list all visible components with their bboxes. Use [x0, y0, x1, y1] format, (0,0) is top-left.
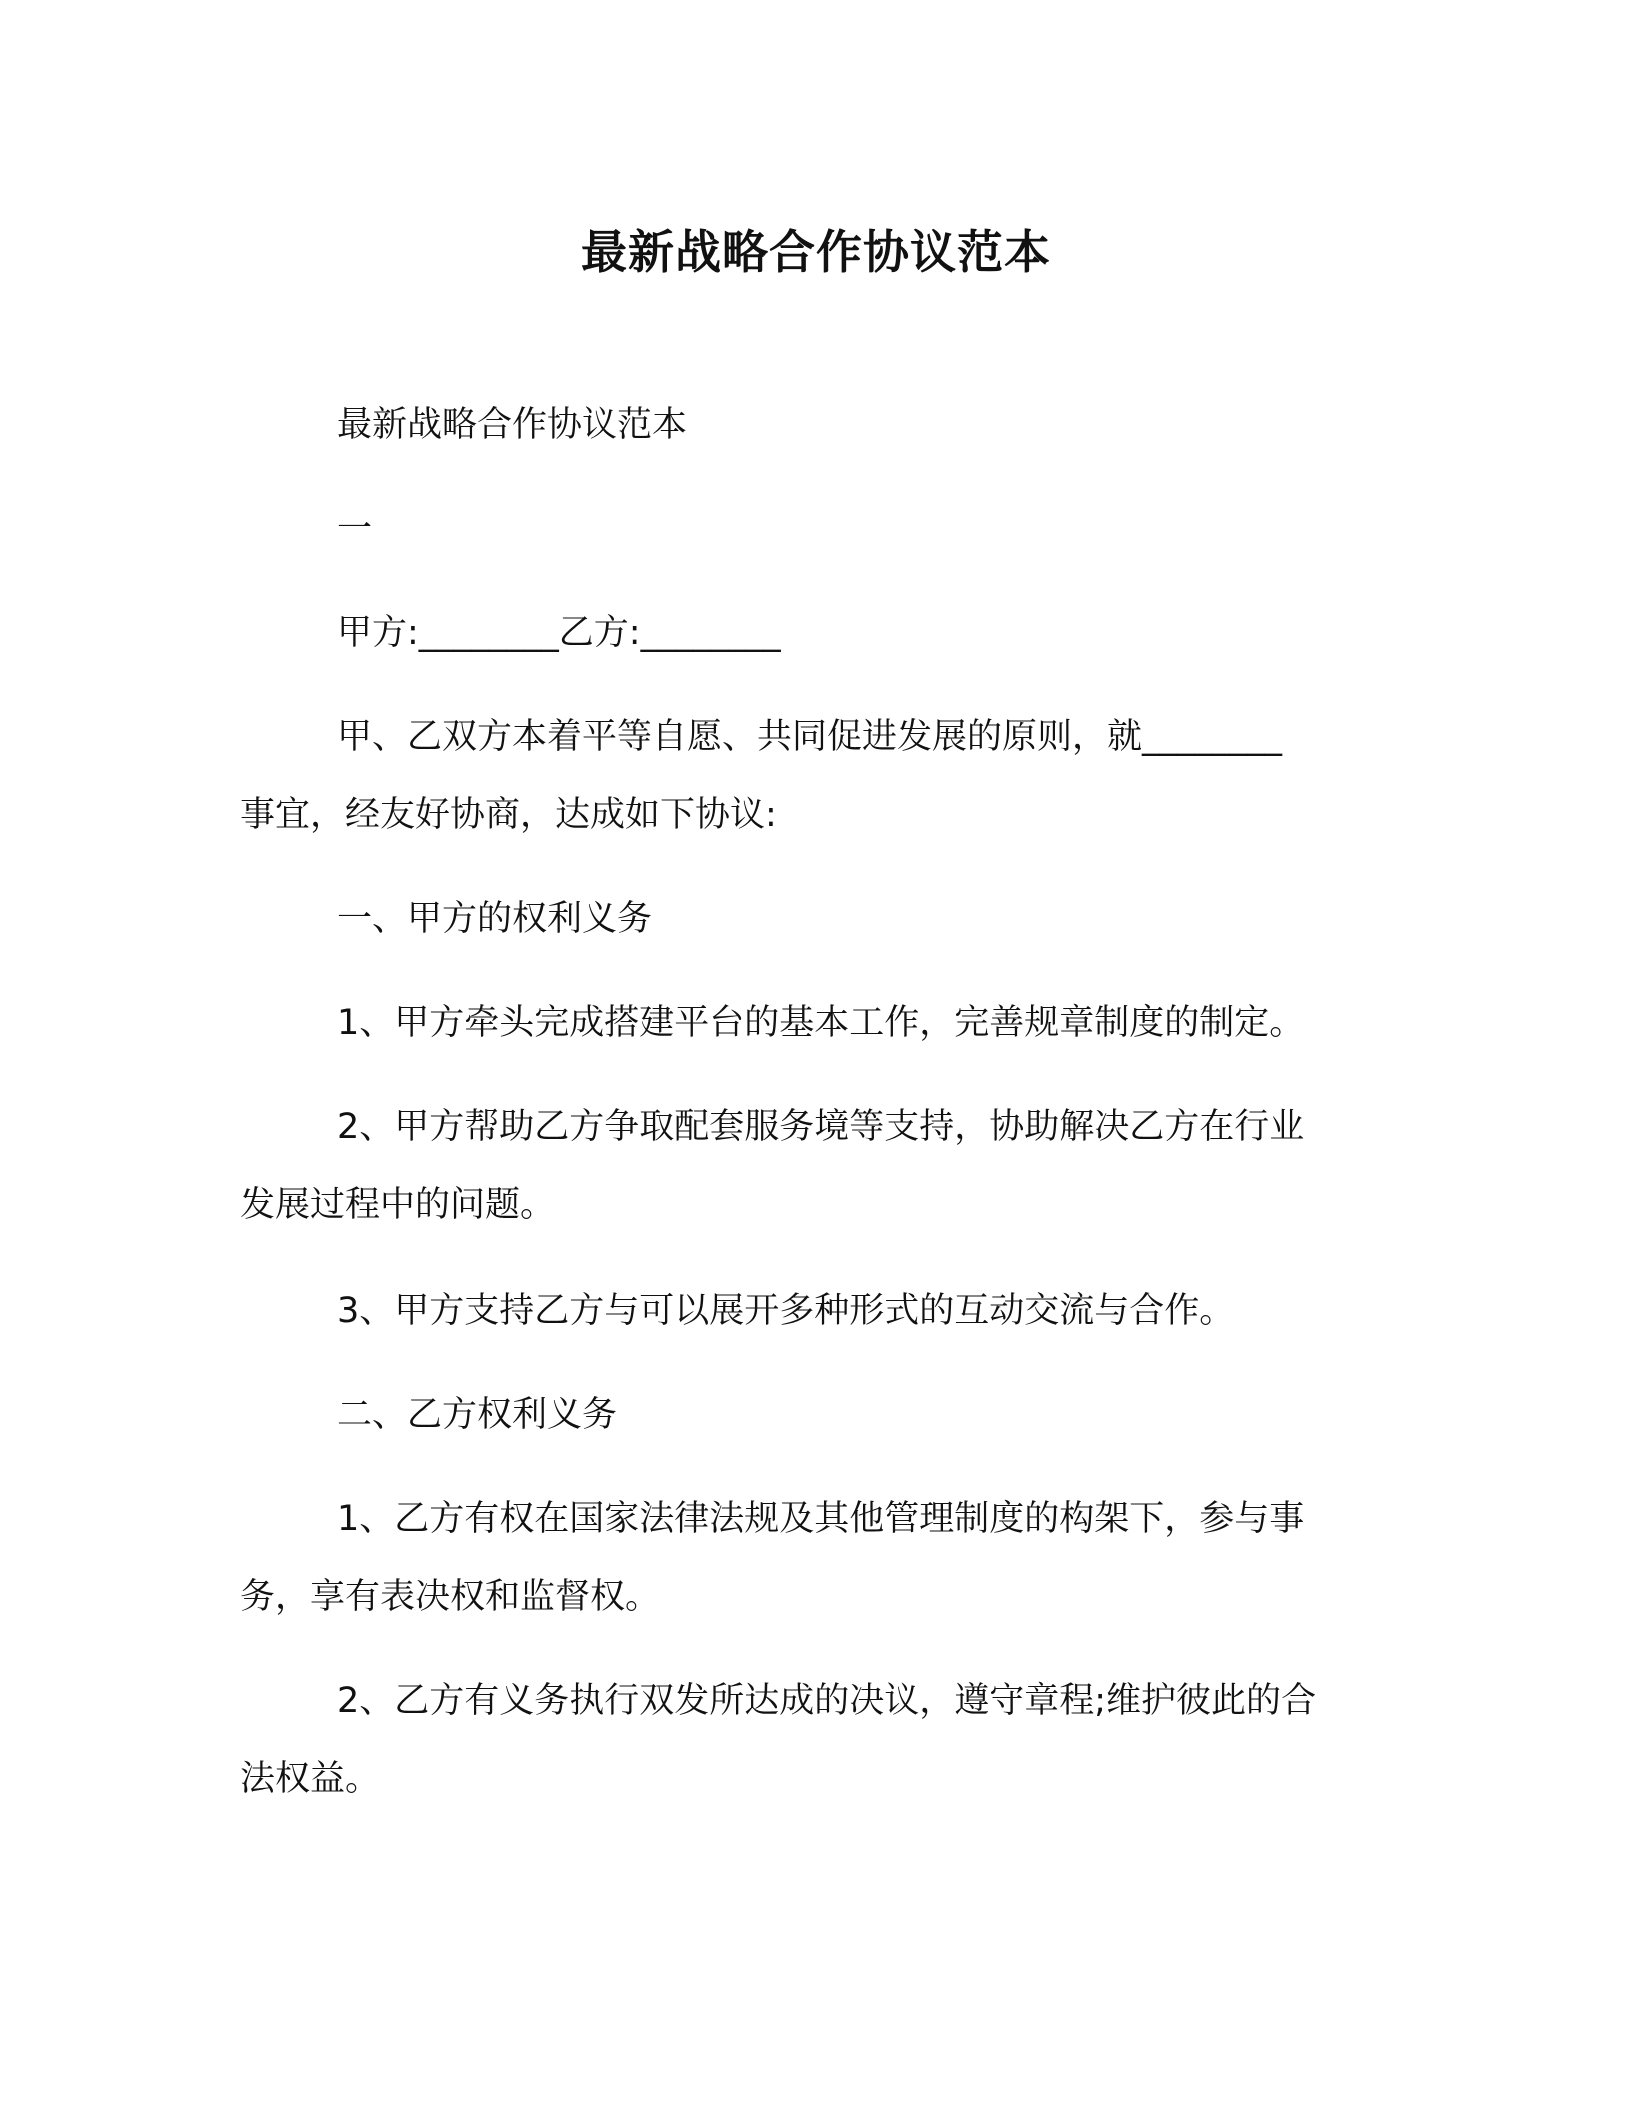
section-1-item-3: 3、甲方支持乙方与可以展开多种形式的互动交流与合作。 — [337, 1291, 1235, 1331]
document-title: 最新战略合作协议范本 — [581, 225, 1051, 279]
section-1-item-1: 1、甲方牵头完成搭建平台的基本工作，完善规章制度的制定。 — [337, 1003, 1305, 1043]
section-2-item-1-line-2: 务，享有表决权和监督权。 — [240, 1577, 661, 1617]
intro-line-2: 事宜，经友好协商，达成如下协议: — [240, 795, 777, 835]
section-mark: 一 — [337, 509, 373, 549]
section-2-item-1-line-1: 1、乙方有权在国家法律法规及其他管理制度的构架下，参与事 — [337, 1499, 1305, 1539]
section-1-item-2-line-1: 2、甲方帮助乙方争取配套服务境等支持，协助解决乙方在行业 — [337, 1107, 1305, 1147]
section-1-item-2-line-2: 发展过程中的问题。 — [240, 1185, 556, 1225]
section-2-item-1 — [240, 1480, 1372, 1636]
document-subtitle: 最新战略合作协议范本 — [337, 405, 688, 445]
section-2-heading: 二、乙方权利义务 — [337, 1395, 618, 1435]
intro-line-1: 甲、乙双方本着平等自愿、共同促进发展的原则，就________ — [337, 717, 1283, 757]
section-1-heading: 一、甲方的权利义务 — [337, 899, 653, 939]
section-1-item-2 — [240, 1088, 1372, 1244]
section-2-item-2 — [240, 1662, 1372, 1818]
parties-line: 甲方:________乙方:________ — [337, 613, 781, 653]
section-2-item-2-line-2: 法权益。 — [240, 1759, 381, 1799]
intro-paragraph — [240, 698, 1372, 854]
section-2-item-2-line-1: 2、乙方有义务执行双发所达成的决议，遵守章程;维护彼此的合 — [337, 1681, 1317, 1721]
